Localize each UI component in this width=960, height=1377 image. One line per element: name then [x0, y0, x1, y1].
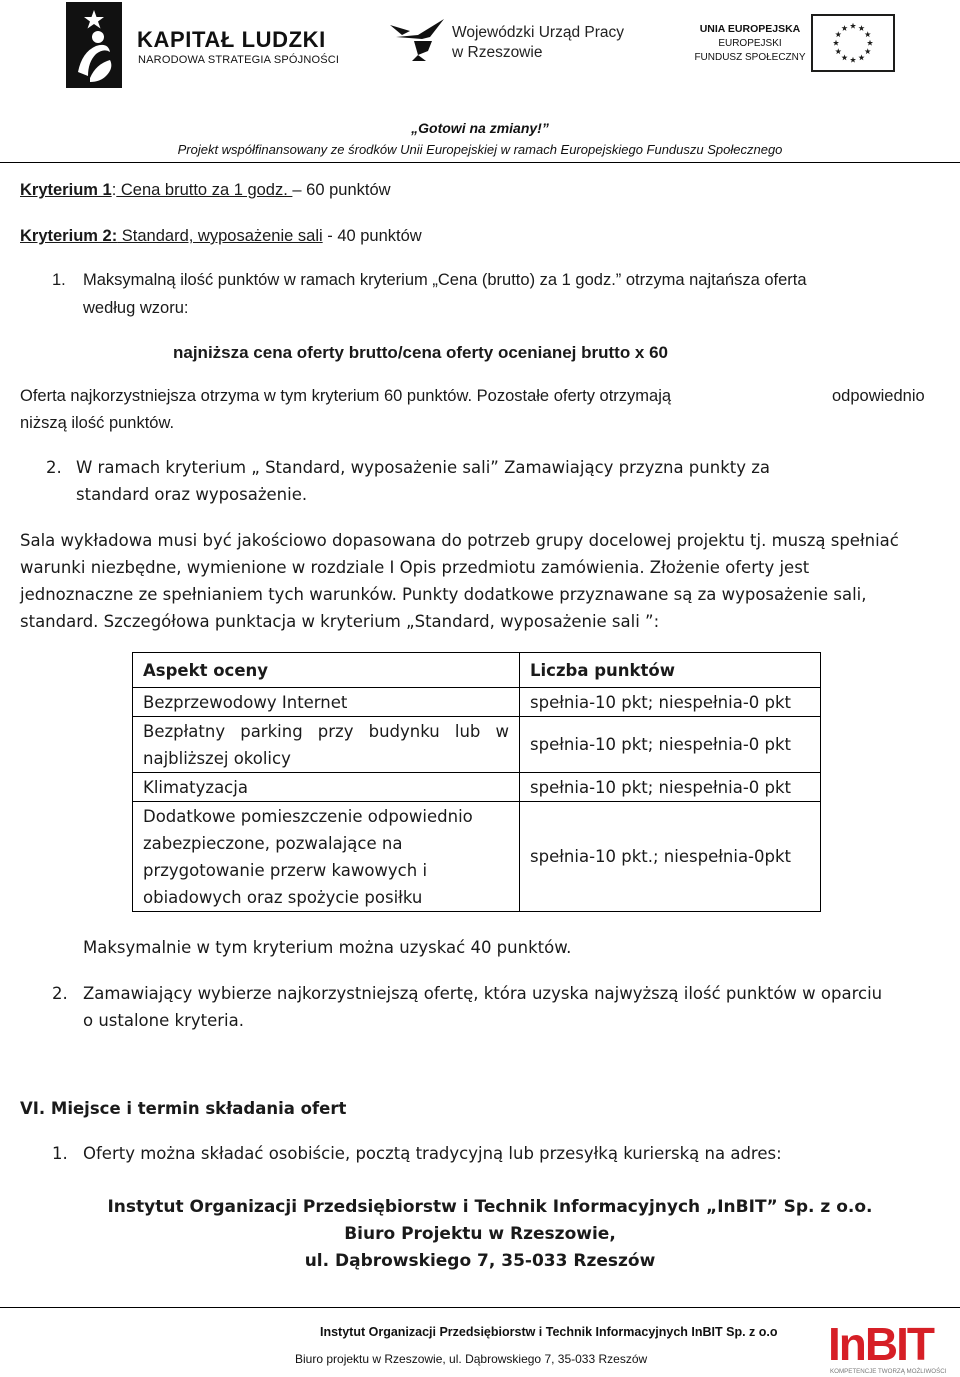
- ue-label-line1: UNIA EUROPEJSKA: [699, 23, 801, 35]
- criterion-2: [20, 223, 422, 250]
- section2-line1: W ramach kryterium „ Standard, wyposażenie sali” Zamawiający przyzna punkty za: [76, 458, 770, 477]
- section-choice-line2: o ustalone kryteria.: [83, 1011, 244, 1030]
- table-cell-aspect-line: obiadowych oraz spożycie posiłku: [143, 887, 423, 907]
- address-line3: ul. Dąbrowskiego 7, 35-033 Rzeszów: [304, 1251, 656, 1271]
- criterion-2-label: Kryterium 2:: [20, 227, 118, 245]
- section2-line2: standard oraz wyposażenie.: [76, 485, 308, 504]
- footer-address: Biuro projektu w Rzeszowie, ul. Dąbrowskiego 7, 35-033 Rzeszów: [295, 1352, 648, 1366]
- inbit-logo-word: InBIT: [828, 1318, 933, 1370]
- address-line1: Instytut Organizacji Przedsiębiorstw i Technik Informacyjnych „InBIT” Sp. z o.o.: [107, 1197, 873, 1217]
- criterion-1-colon: :: [111, 181, 117, 199]
- kapital-ludzki-subtitle: NARODOWA STRATEGIA SPÓJNOŚCI: [138, 54, 340, 66]
- section2-number: 2.: [46, 458, 62, 477]
- table-cell-aspect: [133, 802, 520, 912]
- criterion-2-points: - 40 punktów: [322, 227, 422, 245]
- criterion-2-name: Standard, wyposażenie sali: [117, 227, 323, 245]
- section-choice-number: 2.: [52, 984, 68, 1003]
- section1-result-word: odpowiednio: [832, 387, 925, 405]
- table-cell-aspect-line: Dodatkowe pomieszczenie odpowiednio: [143, 806, 473, 826]
- table-row: [133, 717, 821, 773]
- section-vi-heading: VI. Miejsce i termin składania ofert: [20, 1099, 347, 1118]
- table-cell-aspect-line: Bezpłatny parking przy budynku lub w: [143, 721, 509, 741]
- paragraph-line1: [20, 527, 899, 554]
- section1-number: 1.: [52, 271, 66, 289]
- section1-result-line1: Oferta najkorzystniejsza otrzyma w tym kryterium 60 punktów. Pozostałe oferty otrzymają: [20, 387, 672, 405]
- footer-company: Instytut Organizacji Przedsiębiorstw i Technik Informacyjnych InBIT Sp. z o.o: [320, 1325, 778, 1339]
- ue-label-line2: EUROPEJSKI: [718, 38, 782, 49]
- wup-name-line2: w Rzeszowie: [452, 44, 543, 61]
- criterion-1: [20, 177, 391, 204]
- project-cofinancing-note: Projekt współfinansowany ze środków Unii Europejskiej w ramach Europejskiego Funduszu Społecznego: [177, 142, 783, 157]
- wup-name-line1: Wojewódzki Urząd Pracy: [452, 24, 624, 41]
- paragraph-line2-b: Złożenie oferty jest: [644, 558, 810, 577]
- section1-line1: Maksymalną ilość punktów w ramach kryterium „Cena (brutto) za 1 godz.” otrzyma najtańsza oferta: [83, 271, 807, 289]
- table-cell-points: spełnia-10 pkt; niespełnia-0 pkt: [520, 717, 821, 773]
- criterion-1-label: Kryterium 1: [20, 181, 112, 199]
- table-cell-points: spełnia-10 pkt; niespełnia-0 pkt: [520, 773, 821, 802]
- kapital-ludzki-title: KAPITAŁ LUDZKI: [137, 27, 326, 52]
- table-cell-aspect: Bezprzewodowy Internet: [133, 688, 520, 717]
- table-header-row: [133, 653, 821, 688]
- paragraph-line3-b: Punkty dodatkowe przyznawane są za wyposażenie sali,: [396, 585, 867, 604]
- table-cell-points: spełnia-10 pkt; niespełnia-0 pkt: [520, 688, 821, 717]
- footer-divider: [0, 1307, 960, 1308]
- paragraph-line2-a: warunki niezbędne, wymienione w rozdziale I Opis przedmiotu zamówienia.: [20, 558, 645, 577]
- section1-result-line2: niższą ilość punktów.: [20, 414, 175, 432]
- table-cell-points: spełnia-10 pkt.; niespełnia-0pkt: [520, 802, 821, 912]
- paragraph-line1-a: Sala wykładowa musi być jakościowo dopasowana do potrzeb grupy docelowej projektu tj.: [20, 531, 767, 550]
- ue-label-line3: FUNDUSZ SPOŁECZNY: [694, 52, 806, 63]
- table-cell-aspect: Klimatyzacja: [133, 773, 520, 802]
- section1-line2: według wzoru:: [83, 299, 189, 317]
- table-row: [133, 773, 821, 802]
- table-cell-aspect-line: zabezpieczone, pozwalające na: [143, 833, 403, 853]
- paragraph-line4-a: standard.: [20, 612, 99, 631]
- project-motto: „Gotowi na zmiany!”: [411, 120, 549, 136]
- table-header-points: Liczba punktów: [520, 653, 821, 688]
- table-row: [133, 688, 821, 717]
- section-vi-text: Oferty można składać osobiście, pocztą tradycyjną lub przesyłką kurierską na adres:: [83, 1144, 782, 1163]
- table-cell-aspect-line: najbliższej okolicy: [143, 748, 291, 768]
- criterion-1-points: – 60 punktów: [292, 181, 391, 199]
- paragraph-line2: [20, 554, 809, 581]
- inbit-logo-icon: [826, 1318, 948, 1376]
- scoring-table: [132, 652, 821, 912]
- wup-bird-logo-icon: [388, 17, 446, 63]
- price-formula: najniższa cena oferty brutto/cena oferty ocenianej brutto x 60: [173, 343, 669, 362]
- table-cell-aspect: [133, 717, 520, 773]
- address-line2: Biuro Projektu w Rzeszowie,: [344, 1224, 616, 1244]
- section-choice-line1: Zamawiający wybierze najkorzystniejszą ofertę, która uzyska najwyższą ilość punktów w oparciu: [83, 984, 883, 1003]
- paragraph-line4-b: Szczegółowa punktacja w kryterium „Standard, wyposażenie sali ”:: [98, 612, 660, 631]
- table-row: [133, 802, 821, 912]
- table-cell-aspect-line: przygotowanie przerw kawowych i: [143, 860, 428, 880]
- eu-flag-icon: [811, 14, 895, 72]
- max-points-note: Maksymalnie w tym kryterium można uzyskać 40 punktów.: [83, 938, 572, 957]
- criterion-1-name: Cena brutto za 1 godz.: [116, 181, 293, 199]
- header-divider: [0, 162, 960, 163]
- paragraph-line3-a: jednoznaczne ze spełnianiem tych warunków.: [20, 585, 397, 604]
- table-header-aspect: Aspekt oceny: [133, 653, 520, 688]
- kapital-ludzki-logo-icon: [66, 2, 122, 88]
- paragraph-line4: [20, 608, 659, 635]
- paragraph-line1-b: muszą spełniać: [766, 531, 899, 550]
- section-vi-number: 1.: [52, 1144, 68, 1163]
- inbit-logo-tagline: KOMPETENCJE TWORZĄ MOŻLIWOŚCI: [830, 1368, 947, 1375]
- paragraph-line3: [20, 581, 867, 608]
